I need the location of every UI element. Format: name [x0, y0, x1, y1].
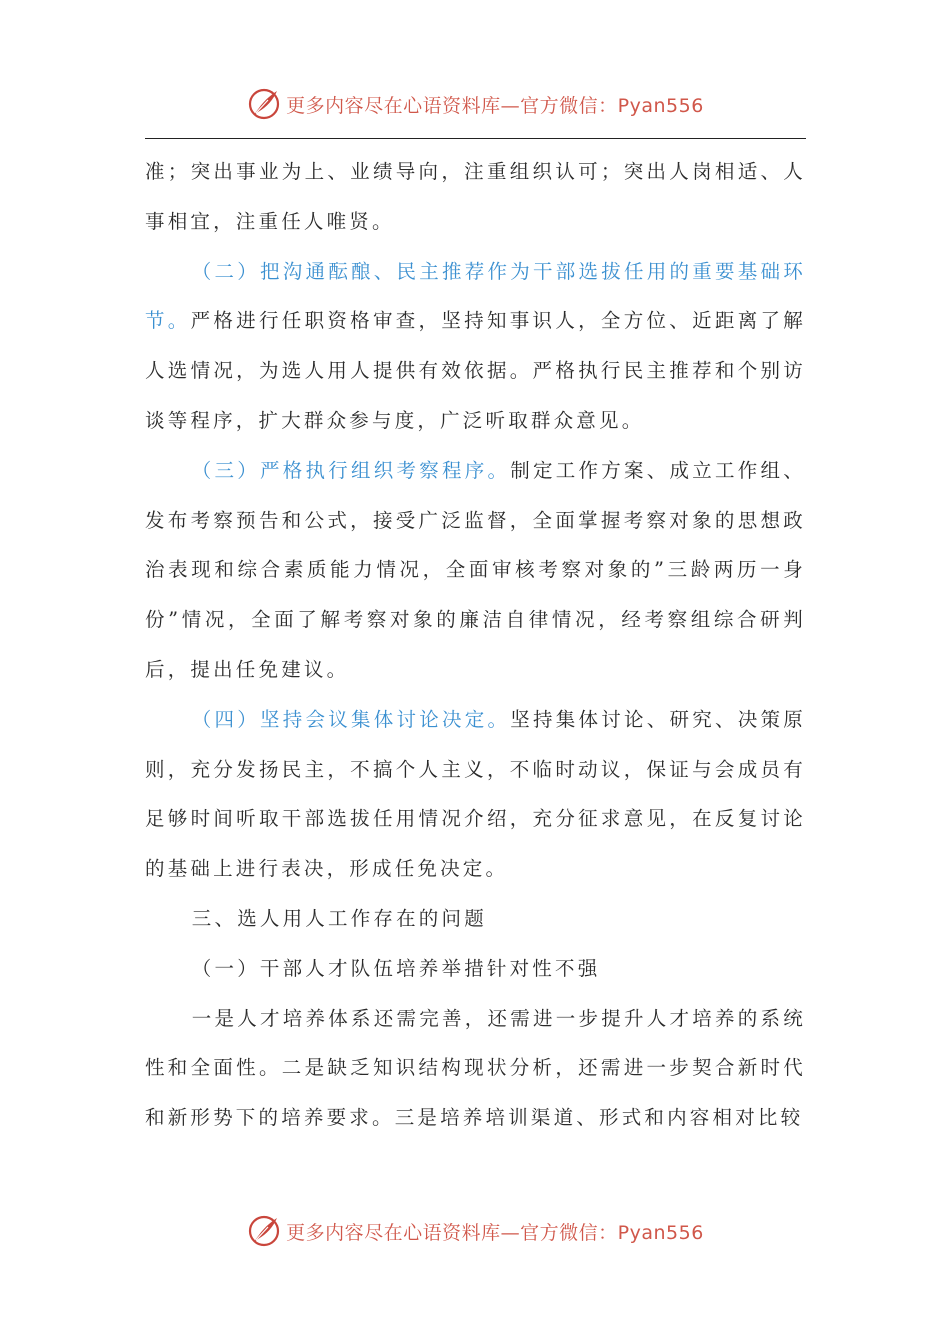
subsection-1-title: （一）干部人才队伍培养举措针对性不强	[191, 956, 601, 980]
paragraph-3-heading: （三）严格执行组织考察程序。	[191, 458, 511, 482]
paragraph-3	[145, 446, 806, 695]
paragraph-4-heading: （四）坚持会议集体讨论决定。	[191, 707, 511, 731]
paragraph-4-text: 坚持集体讨论、研究、决策原则，充分发扬民主，不搞个人主义，不临时动议，保证与会成员有足够时间听取干部选拔任用情况介绍，充分征求意见，在反复讨论的基础上进行表决，形成任免决定。	[145, 707, 806, 881]
quill-circle-icon	[246, 86, 282, 122]
footer-banner-text: 更多内容尽在心语资料库—官方微信：Pyan556	[286, 1221, 704, 1244]
paragraph-3-text: 制定工作方案、成立工作组、发布考察预告和公式，接受广泛监督，全面掌握考察对象的思想政治表现和综合素质能力情况，全面审核考察对象的”三龄两历一身份”情况，全面了解考察对象的廉洁自律情况，经考察组综合研判后，提出任免建议。	[145, 458, 806, 681]
header-banner-text: 更多内容尽在心语资料库—官方微信：Pyan556	[286, 94, 704, 117]
paragraph-2-text: 严格进行任职资格审查，坚持知事识人，全方位、近距离了解人选情况，为选人用人提供有效依据。严格执行民主推荐和个别访谈等程序，扩大群众参与度，广泛听取群众意见。	[145, 309, 806, 432]
header-banner	[0, 84, 950, 124]
quill-circle-icon	[246, 1213, 282, 1249]
paragraph-5: 一是人才培养体系还需完善，还需进一步提升人才培养的系统性和全面性。二是缺乏知识结构现状分析，还需进一步契合新时代和新形势下的培养要求。三是培养培训渠道、形式和内容相对比较	[145, 1006, 806, 1130]
paragraph-4	[145, 695, 806, 894]
paragraph-2-heading: （二）把沟通酝酿、民主推荐作为干部选拔任用的重要基础环节。	[145, 259, 806, 333]
footer-wechat-id: Pyan556	[617, 1221, 704, 1244]
header-divider	[145, 138, 806, 139]
section-3-title: 三、选人用人工作存在的问题	[191, 906, 487, 930]
document-body	[145, 147, 806, 1143]
footer-banner	[0, 1211, 950, 1251]
paragraph-2	[145, 247, 806, 446]
paragraph-1: 准；突出事业为上、业绩导向，注重组织认可；突出人岗相适、人事相宜，注重任人唯贤。	[145, 160, 806, 233]
header-wechat-id: Pyan556	[617, 94, 704, 117]
